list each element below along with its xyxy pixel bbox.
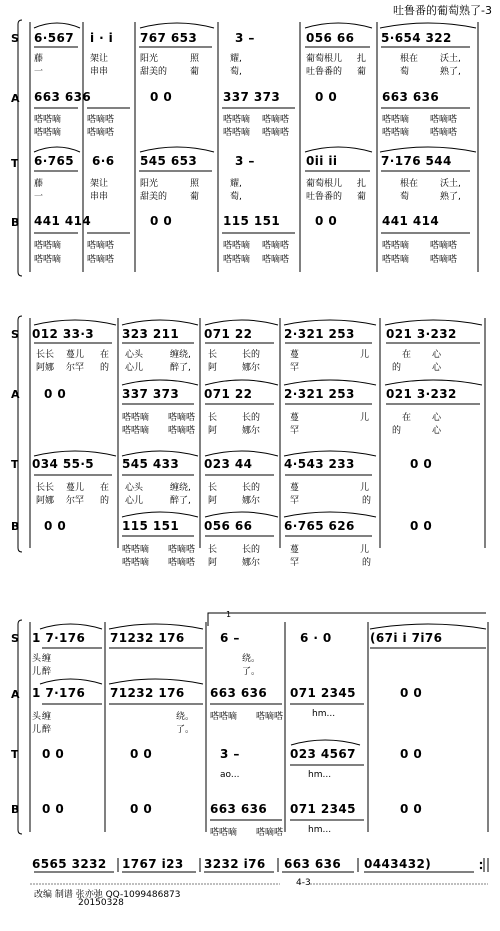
system2-bracket: [18, 316, 22, 552]
part-label-soprano: S: [11, 32, 19, 45]
system-bracket-lines: [18, 20, 22, 834]
s2-soprano-lyrics-1: 长长 蔓儿 在 心头 缠绕, 长 长的 蔓 儿 在 心: [36, 350, 442, 360]
s1-tenor-notes: 6·765 6·6 545 653 3 – 0ii ii 7·176 544: [34, 154, 452, 168]
part-label-alto-2: A: [11, 388, 20, 401]
s2-tenor-lyrics-2: 阿娜 尔罕 的 心儿 醉了, 阿 娜尔 罕 的: [36, 496, 372, 506]
s2-alto-lyrics-1: 嗒嗒嘀 嗒嘀嗒 长 长的 蔓 儿 在 心: [122, 413, 442, 423]
s1-alto-lyrics-1: 嗒嗒嘀 嗒嘀嗒 嗒嗒嘀 嗒嘀嗒 嗒嗒嘀 嗒嘀嗒: [34, 115, 458, 125]
part-label-alto-3: A: [11, 688, 20, 701]
part-label-alto: A: [11, 92, 20, 105]
footer-credit: 改编 制谱 张亦弛 QQ-1099486873: [34, 890, 181, 900]
s1-alto-notes: 663 636 0 0 337 373 0 0 663 636: [34, 90, 440, 104]
s1-soprano-notes: 6·567 i · i 767 653 3 – 056 66 5·654 322: [34, 31, 452, 45]
s2-tenor-notes: 034 55·5 545 433 023 44 4·543 233 0 0: [32, 457, 433, 471]
s3-alto-notes: 1 7·176 71232 176 663 636 071 2345 0 0: [32, 686, 423, 700]
s3-soprano-lyrics-1: 头 缠 绕。: [32, 654, 261, 664]
s3-soprano-notes: 1 7·176 71232 176 6 – 6 · 0 (67i i 7i76: [32, 631, 443, 645]
page-header: 吐鲁番的葡萄熟了-3: [393, 4, 492, 17]
part-label-soprano-2: S: [11, 328, 19, 341]
s2-tenor-lyrics-1: 长长 蔓儿 在 心头 缠绕, 长 长的 蔓 儿: [36, 483, 370, 493]
part-label-bass-3: B: [11, 803, 20, 816]
system1-bracket: [18, 20, 22, 276]
s2-alto-notes: 0 0 337 373 071 22 2·321 253 021 3·232: [44, 387, 457, 401]
part-label-bass-2: B: [11, 520, 20, 533]
s1-bass-lyrics-1: 嗒嗒嘀 嗒嘀嗒 嗒嗒嘀 嗒嘀嗒 嗒嗒嘀 嗒嘀嗒: [34, 241, 458, 251]
s3-alto-lyrics-1: 头 缠 绕。 嗒嗒嘀 嗒嘀嗒 hm...: [32, 709, 336, 722]
part-label-soprano-3: S: [11, 632, 19, 645]
s2-soprano-lyrics-2: 阿娜 尔罕 的 心儿 醉了, 阿 娜尔 罕 的 心: [36, 363, 442, 373]
s3-tenor-notes: 0 0 0 0 3 – 023 4567 0 0: [42, 747, 423, 761]
s1-soprano-lyrics-2: 一 串串 甜美的 葡 萄, 吐鲁番的 葡 萄 熟了,: [34, 67, 461, 77]
s4-notes: 6565 3232 1767 i23 3232 i76 663 636 0443432): [32, 857, 432, 871]
s3-tenor-lyrics-1: ao... hm...: [220, 770, 332, 780]
footer-page-number: 4-3: [296, 878, 311, 888]
s1-soprano-lyrics-1: 藤 架让 阳光 照 耀, 葡萄根儿 扎 根在 沃土,: [34, 54, 461, 64]
volta-number: 1: [226, 610, 232, 619]
s1-alto-lyrics-2: 嗒嗒嘀 嗒嘀嗒 嗒嗒嘀 嗒嘀嗒 嗒嗒嘀 嗒嘀嗒: [34, 128, 458, 138]
s1-bass-lyrics-2: 嗒嗒嘀 嗒嘀嗒 嗒嗒嘀 嗒嘀嗒 嗒嗒嘀 嗒嘀嗒: [34, 255, 458, 265]
s3-bass-notes: 0 0 0 0 663 636 071 2345 0 0: [42, 802, 423, 816]
s3-soprano-lyrics-2: 儿 醉 了。: [32, 667, 261, 677]
footer-date: 20150328: [78, 898, 124, 908]
part-label-tenor-3: T: [11, 748, 19, 761]
s2-alto-lyrics-2: 嗒嗒嘀 嗒嘀嗒 阿 娜尔 罕 的 心: [122, 426, 442, 436]
part-label-tenor-2: T: [11, 458, 19, 471]
s2-bass-lyrics-2: 嗒嗒嘀 嗒嘀嗒 阿 娜尔 罕 的: [122, 558, 372, 568]
part-label-tenor: T: [11, 157, 19, 170]
s3-alto-lyrics-2: 儿 醉 了。: [32, 725, 195, 735]
part-label-bass: B: [11, 216, 20, 229]
s2-bass-lyrics-1: 嗒嗒嘀 嗒嘀嗒 长 长的 蔓 儿: [122, 545, 370, 555]
s2-bass-notes: 0 0 115 151 056 66 6·765 626 0 0: [44, 519, 433, 533]
system3-bracket: [18, 620, 22, 834]
s1-tenor-lyrics-1: 藤 架让 阳光 照 耀, 葡萄根儿 扎 根在 沃土,: [34, 179, 461, 189]
barlines: [30, 22, 488, 872]
s1-bass-notes: 441 414 0 0 115 151 0 0 441 414: [34, 214, 440, 228]
s1-tenor-lyrics-2: 一 串串 甜美的 葡 萄, 吐鲁番的 葡 萄 熟了,: [34, 192, 461, 202]
s2-soprano-notes: 012 33·3 323 211 071 22 2·321 253 021 3·232: [32, 327, 457, 341]
s3-bass-lyrics-1: 嗒嗒嘀 嗒嘀嗒 hm...: [210, 825, 332, 838]
